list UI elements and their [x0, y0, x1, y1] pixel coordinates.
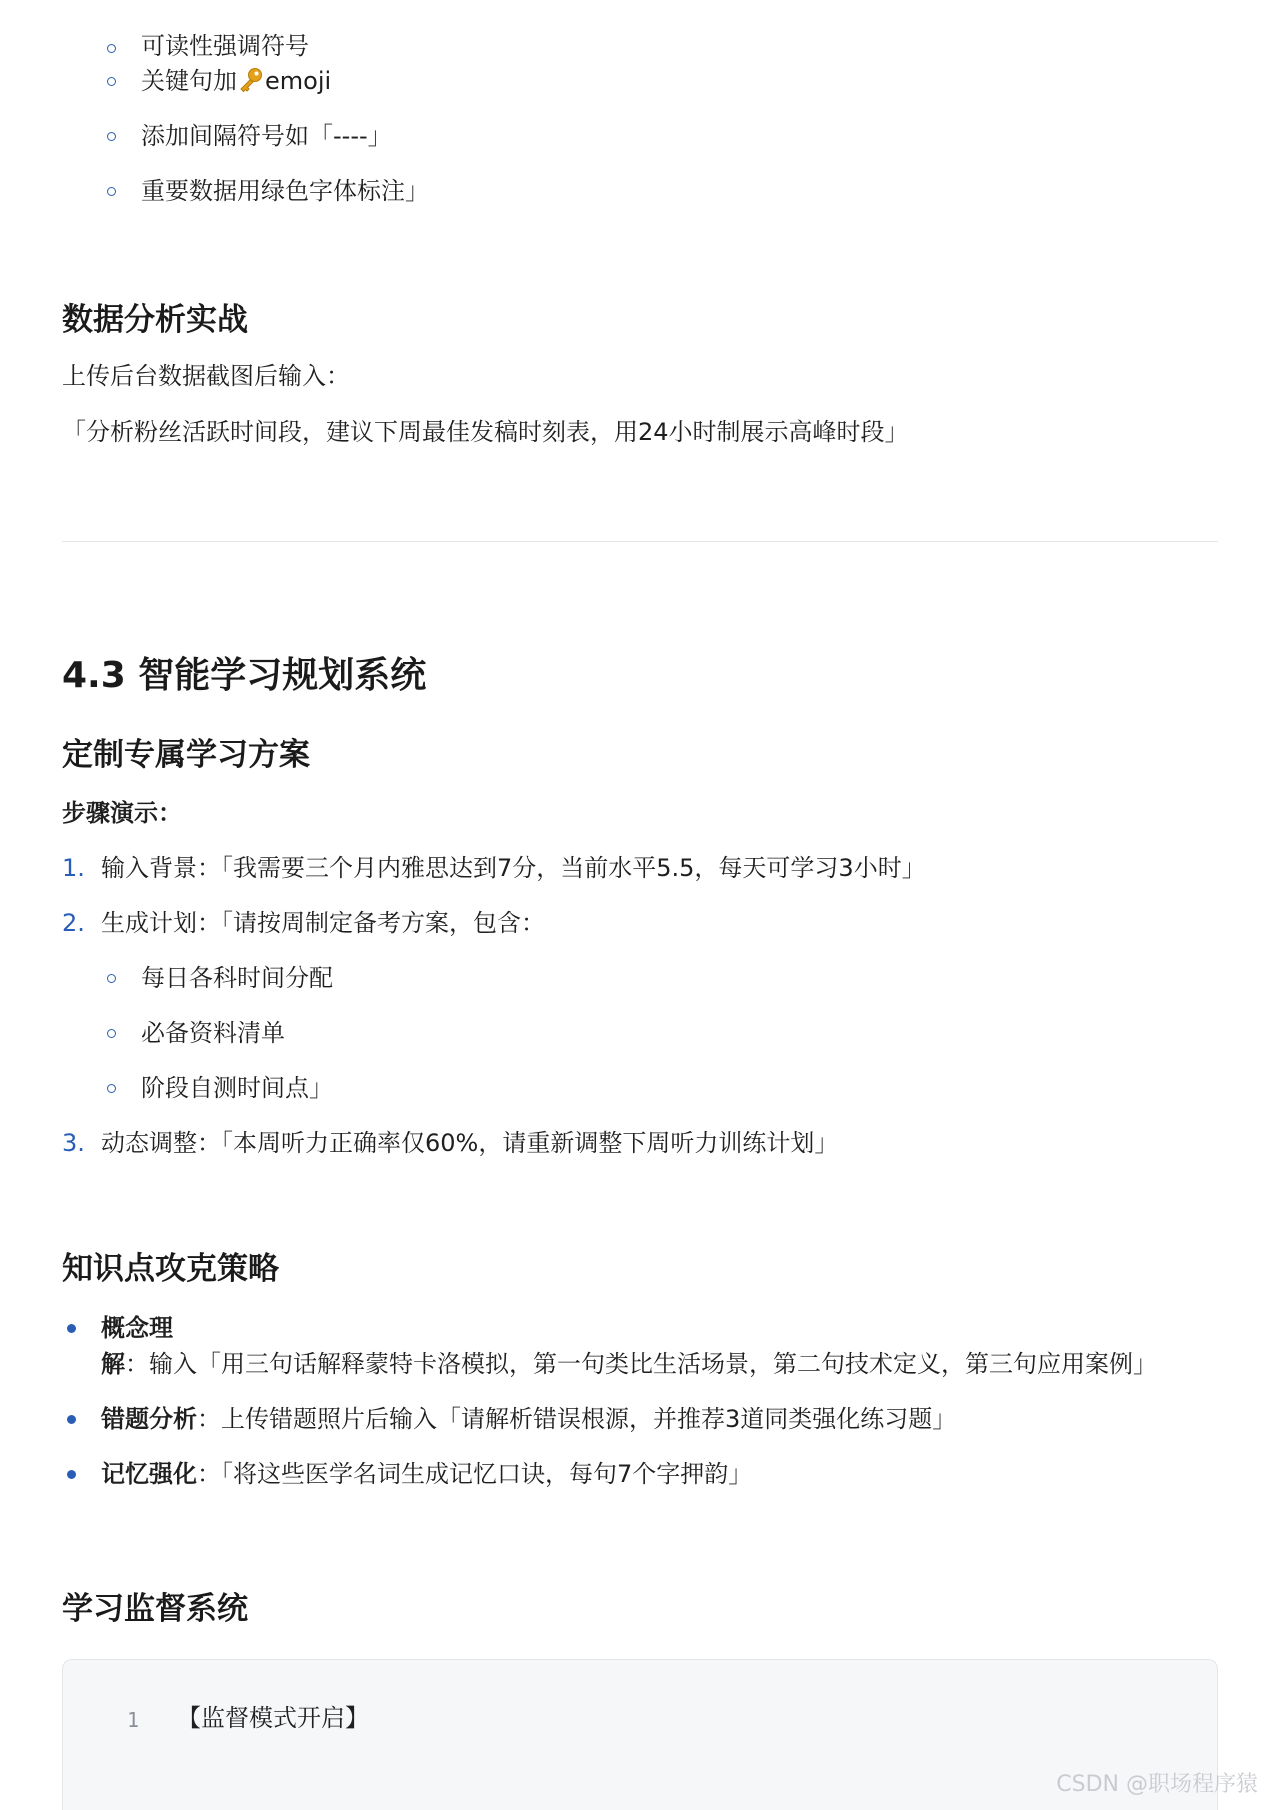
step-item [62, 850, 1218, 886]
strategy-label: 错题分析 [101, 1405, 197, 1433]
list-item [62, 1456, 1218, 1492]
clipped-previous-item [0, 0, 1280, 60]
list-item [62, 1401, 1218, 1437]
list-item-text-suffix: emoji [265, 67, 332, 95]
step-number: 3. [62, 1129, 85, 1157]
cut-off-list-item: 可读性强调符号 [141, 32, 309, 60]
strategy-label: 概念理解 [101, 1314, 173, 1378]
step-text: 生成计划：「请按周制定备考方案，包含： [101, 909, 545, 937]
code-line-number: 1 [127, 1708, 140, 1732]
list-item [62, 1310, 1218, 1382]
formatting-tips-list [62, 63, 1218, 228]
section-divider [62, 541, 1218, 542]
list-item-text: 关键句加 [141, 67, 237, 95]
list-item [62, 960, 1218, 996]
step-number: 2. [62, 909, 85, 937]
supervision-heading: 学习监督系统 [62, 1591, 248, 1627]
step-number: 1. [62, 854, 85, 882]
list-bullet-circle [107, 44, 116, 53]
strategy-list [62, 1310, 1218, 1511]
list-bullet-circle [107, 132, 116, 141]
list-bullet-dot [67, 1324, 76, 1333]
list-item [62, 63, 1218, 99]
custom-plan-heading: 定制专属学习方案 [62, 737, 310, 773]
data-analysis-prompt: 「分析粉丝活跃时间段，建议下周最佳发稿时刻表，用24小时制展示高峰时段」 [62, 418, 909, 446]
strategy-label: 记忆强化 [101, 1460, 197, 1488]
list-item [62, 173, 1218, 209]
list-bullet-dot [67, 1415, 76, 1424]
list-item [62, 1070, 1218, 1106]
list-bullet-circle [107, 187, 116, 196]
list-item-text: 重要数据用绿色字体标注」 [141, 177, 429, 205]
steps-label: 步骤演示： [62, 799, 182, 827]
list-item-text: 阶段自测时间点」 [141, 1074, 333, 1102]
list-bullet-circle [107, 1029, 116, 1038]
section-title: 4.3 智能学习规划系统 [62, 655, 427, 696]
data-analysis-heading: 数据分析实战 [62, 302, 248, 338]
code-line: 【监督模式开启】 [177, 1704, 369, 1732]
list-item-text: 添加间隔符号如「----」 [141, 122, 392, 150]
list-item-text: 每日各科时间分配 [141, 964, 333, 992]
strategy-text: ：输入「用三句话解释蒙特卡洛模拟，第一句类比生活场景，第二句技术定义，第三句应用案例」 [125, 1350, 1157, 1378]
list-bullet-circle [107, 77, 116, 86]
list-item-text: 必备资料清单 [141, 1019, 285, 1047]
strategy-text: ：「将这些医学名词生成记忆口诀，每句7个字押韵」 [197, 1460, 753, 1488]
data-analysis-intro: 上传后台数据截图后输入： [62, 362, 350, 390]
list-bullet-circle [107, 1084, 116, 1093]
list-item [62, 118, 1218, 154]
strategy-text: ：上传错题照片后输入「请解析错误根源，并推荐3道同类强化练习题」 [197, 1405, 957, 1433]
watermark: CSDN @职场程序猿 [1056, 1772, 1258, 1797]
step-item [62, 905, 1218, 1106]
step-item [62, 1125, 1218, 1161]
list-bullet-circle [107, 974, 116, 983]
step-text: 动态调整：「本周听力正确率仅60%，请重新调整下周听力训练计划」 [101, 1129, 839, 1157]
steps-list [62, 850, 1218, 1180]
strategy-heading: 知识点攻克策略 [62, 1251, 279, 1287]
step-text: 输入背景：「我需要三个月内雅思达到7分，当前水平5.5，每天可学习3小时」 [101, 854, 926, 882]
code-block [62, 1659, 1218, 1810]
list-bullet-dot [67, 1470, 76, 1479]
list-item [62, 1015, 1218, 1051]
key-icon [237, 66, 265, 94]
plan-contents-list [62, 960, 1218, 1106]
